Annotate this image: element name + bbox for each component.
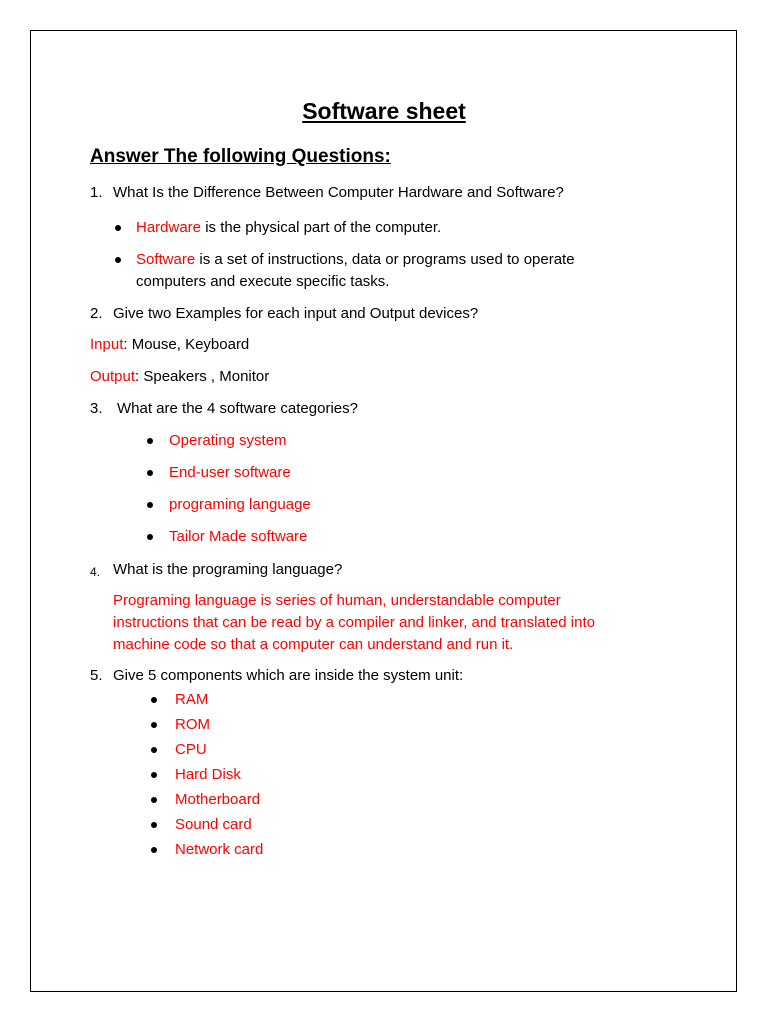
bullet [151,797,157,803]
q1-hardware-answer [136,217,441,239]
page-border [30,30,737,992]
q2-number: 2. [90,305,103,322]
software-term: Software [136,251,196,268]
bullet [151,697,157,703]
bullet [147,502,153,508]
bullet [151,722,157,728]
list-item: End-user software [169,464,291,481]
list-item: ROM [175,716,210,733]
q2-output-answer [90,366,269,388]
q4-number: 4. [90,565,101,579]
input-examples: : Mouse, Keyboard [123,336,250,353]
bullet [147,438,153,444]
input-label: Input [90,336,124,353]
q4-answer-line3: machine code so that a computer can understand and run it. [113,636,514,653]
software-definition-line2: computers and execute specific tasks. [136,273,390,290]
output-examples: : Speakers , Monitor [135,368,270,385]
q2-input-answer [90,334,249,356]
list-item: Motherboard [175,791,261,808]
q5-number: 5. [90,667,103,684]
hardware-term: Hardware [136,219,202,236]
q1-text: What Is the Difference Between Computer Hardware and Software? [113,184,564,201]
q4-text: What is the programing language? [113,561,343,578]
software-definition-line1: is a set of instructions, data or programs used to operate [195,251,575,268]
list-item: Sound card [175,816,252,833]
bullet [151,822,157,828]
list-item: Operating system [169,432,287,449]
list-item: programing language [169,496,311,513]
q4-answer-line2: instructions that can be read by a compiler and linker, and translated into [113,614,595,631]
bullet [147,534,153,540]
list-item: RAM [175,691,209,708]
q3-number: 3. [90,400,103,417]
bullet [147,470,153,476]
bullet [151,847,157,853]
q1-software-answer [136,249,575,271]
q1-number: 1. [90,184,103,201]
bullet [115,257,121,263]
q5-text: Give 5 components which are inside the system unit: [113,667,464,684]
q2-text: Give two Examples for each input and Output devices? [113,305,479,322]
page-title: Software sheet [302,98,466,124]
bullet [151,747,157,753]
bullet [151,772,157,778]
q3-text: What are the 4 software categories? [117,400,358,417]
output-label: Output [90,368,136,385]
list-item: Network card [175,841,264,858]
list-item: Tailor Made software [169,528,308,545]
list-item: CPU [175,741,207,758]
list-item: Hard Disk [175,766,241,783]
hardware-definition: is the physical part of the computer. [201,219,442,236]
section-heading: Answer The following Questions: [90,146,391,167]
bullet [115,225,121,231]
q4-answer-line1: Programing language is series of human, understandable computer [113,592,561,609]
